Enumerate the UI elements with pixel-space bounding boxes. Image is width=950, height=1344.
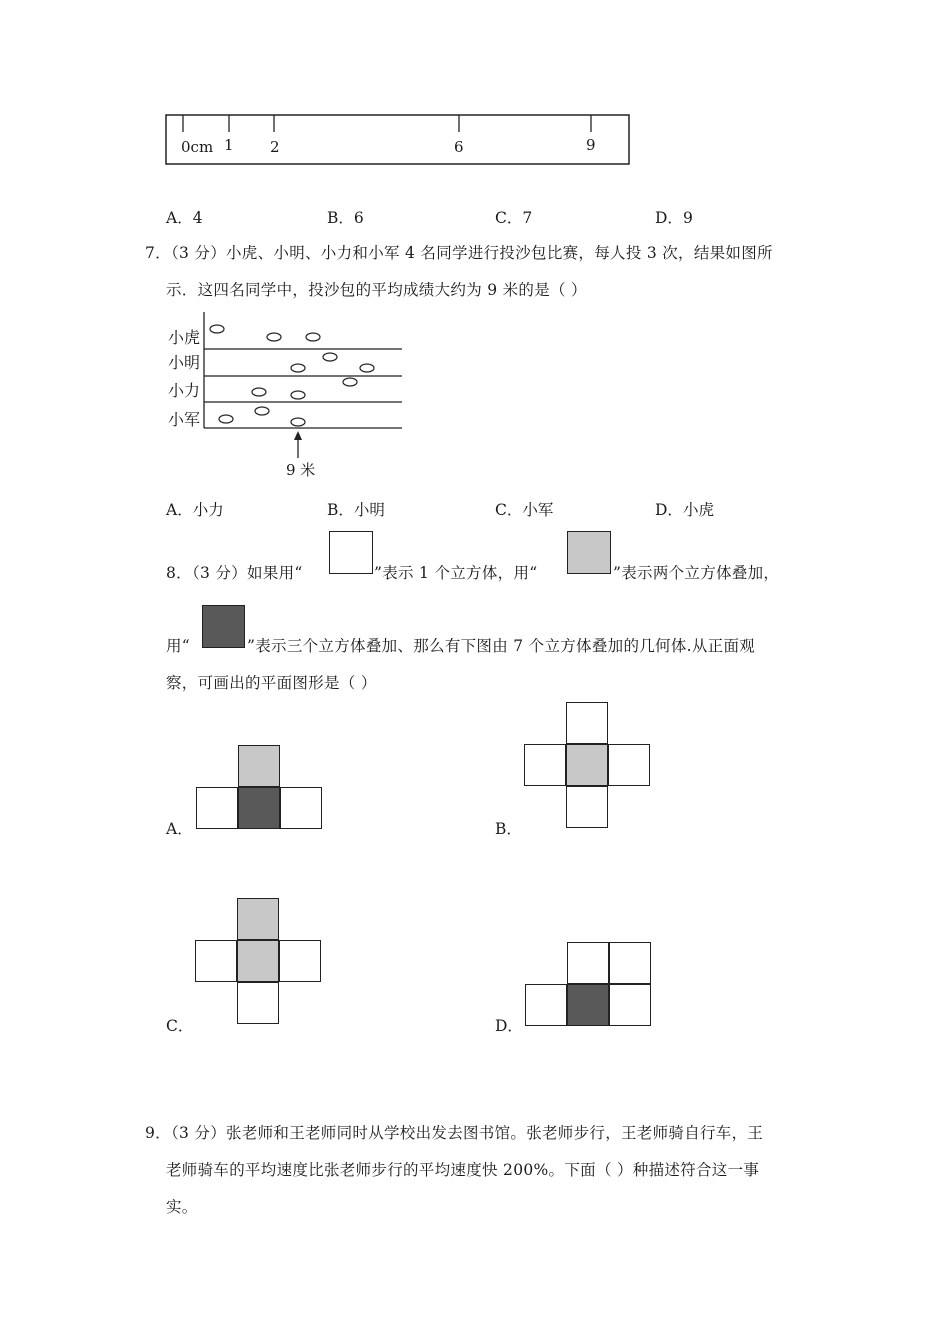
q6-option-a[interactable] (166, 206, 203, 228)
grid-cell (566, 786, 608, 828)
sandbag-mark (323, 353, 337, 361)
option-text: 4 (192, 209, 203, 227)
q9-text-line2: 老师骑车的平均速度比张老师步行的平均速度快 200%。下面（ ）种描述符合这一事 (166, 1161, 760, 1179)
q8-line2-a: 用“ (166, 637, 191, 655)
option-letter: A． (166, 501, 193, 519)
ruler-label-0: 0cm (181, 138, 214, 156)
q8-line2-b: ”表示三个立方体叠加、那么有下图由 7 个立方体叠加的几何体.从正面观 (247, 637, 756, 655)
q9-text-line1: 9．（3 分）张老师和王老师同时从学校出发去图书馆。张老师步行，王老师骑自行车，王 (145, 1124, 764, 1142)
grid-cell (237, 898, 279, 940)
q7-text-line2: 示．这四名同学中，投沙包的平均成绩大约为 9 米的是（ ） (166, 281, 587, 299)
q7-option-d[interactable] (655, 498, 714, 520)
grid-cell (566, 702, 608, 744)
q7-option-b[interactable] (327, 498, 385, 520)
legend-triple-cube (202, 605, 245, 648)
sandbag-mark (291, 391, 305, 399)
sandbag-mark (343, 378, 357, 386)
q8-line3: 察，可画出的平面图形是（ ） (166, 674, 377, 692)
sandbag-mark (360, 364, 374, 372)
sandbag-mark (291, 418, 305, 426)
option-text: 9 (682, 209, 693, 227)
grid-cell (609, 942, 651, 984)
grid-cell (238, 787, 280, 829)
sandbag-mark (210, 325, 224, 333)
option-letter: D． (655, 501, 683, 519)
q8-option-c-label[interactable]: C． (166, 1017, 194, 1035)
option-letter: D． (655, 209, 683, 227)
legend-double-cube (567, 531, 611, 574)
sandbag-mark (255, 407, 269, 415)
grid-cell (524, 744, 566, 786)
grid-cell (237, 940, 279, 982)
grid-cell (195, 940, 237, 982)
q7-option-a[interactable] (166, 498, 224, 520)
grid-cell (280, 787, 322, 829)
option-text: 7 (522, 209, 533, 227)
sandbag-mark (252, 388, 266, 396)
grid-cell (566, 744, 608, 786)
q9-text-line3: 实。 (166, 1198, 198, 1216)
sandbag-mark (219, 415, 233, 423)
grid-cell (196, 787, 238, 829)
grid-cell (237, 982, 279, 1024)
ruler-label-2: 2 (270, 138, 280, 156)
q8-line1-b: ”表示 1 个立方体，用“ (374, 564, 538, 582)
option-letter: C． (495, 209, 523, 227)
option-letter: B． (327, 501, 354, 519)
q8-option-b-label[interactable]: B． (495, 820, 522, 838)
q8-option-a-label[interactable]: A． (166, 820, 193, 838)
ruler-label-1: 1 (224, 136, 234, 154)
name-xiaohu: 小虎 (168, 328, 201, 347)
legend-single-cube (329, 531, 373, 574)
q8-line1-a: 8．（3 分）如果用“ (166, 564, 303, 582)
option-text: 小明 (353, 501, 385, 519)
grid-cell (279, 940, 321, 982)
q7-option-c[interactable] (495, 498, 553, 520)
option-letter: A． (166, 209, 193, 227)
name-xiaoli: 小力 (168, 381, 201, 400)
grid-cell (525, 984, 567, 1026)
sandbag-mark (267, 333, 281, 341)
ruler-label-9: 9 (586, 136, 596, 154)
grid-cell (567, 942, 609, 984)
q8-line1-c: ”表示两个立方体叠加， (613, 564, 780, 582)
marker-label: 9 米 (286, 461, 316, 479)
option-letter: C． (495, 501, 523, 519)
q6-option-b[interactable] (327, 206, 364, 228)
grid-cell (238, 745, 280, 787)
grid-cell (567, 984, 609, 1026)
grid-cell (609, 984, 651, 1026)
q6-option-d[interactable] (655, 206, 693, 228)
sandbag-mark (306, 333, 320, 341)
name-xiaojun: 小军 (168, 410, 201, 429)
grid-cell (608, 744, 650, 786)
ruler-label-6: 6 (454, 138, 464, 156)
q8-option-d-label[interactable]: D． (495, 1017, 523, 1035)
sandbag-mark (291, 364, 305, 372)
option-text: 小力 (192, 501, 224, 519)
ruler-figure (165, 114, 630, 165)
ruler-border (166, 115, 629, 164)
option-letter: B． (327, 209, 354, 227)
q6-option-c[interactable] (495, 206, 532, 228)
option-text: 小军 (522, 501, 554, 519)
arrow-head (294, 431, 302, 440)
option-text: 6 (353, 209, 364, 227)
throw-chart (165, 310, 410, 480)
q7-figure (165, 310, 410, 480)
q7-text-line1: 7．（3 分）小虎、小明、小力和小军 4 名同学进行投沙包比赛，每人投 3 次，结果如图所 (145, 244, 773, 262)
option-text: 小虎 (682, 501, 714, 519)
ruler-svg (165, 114, 630, 165)
name-xiaoming: 小明 (168, 353, 201, 372)
